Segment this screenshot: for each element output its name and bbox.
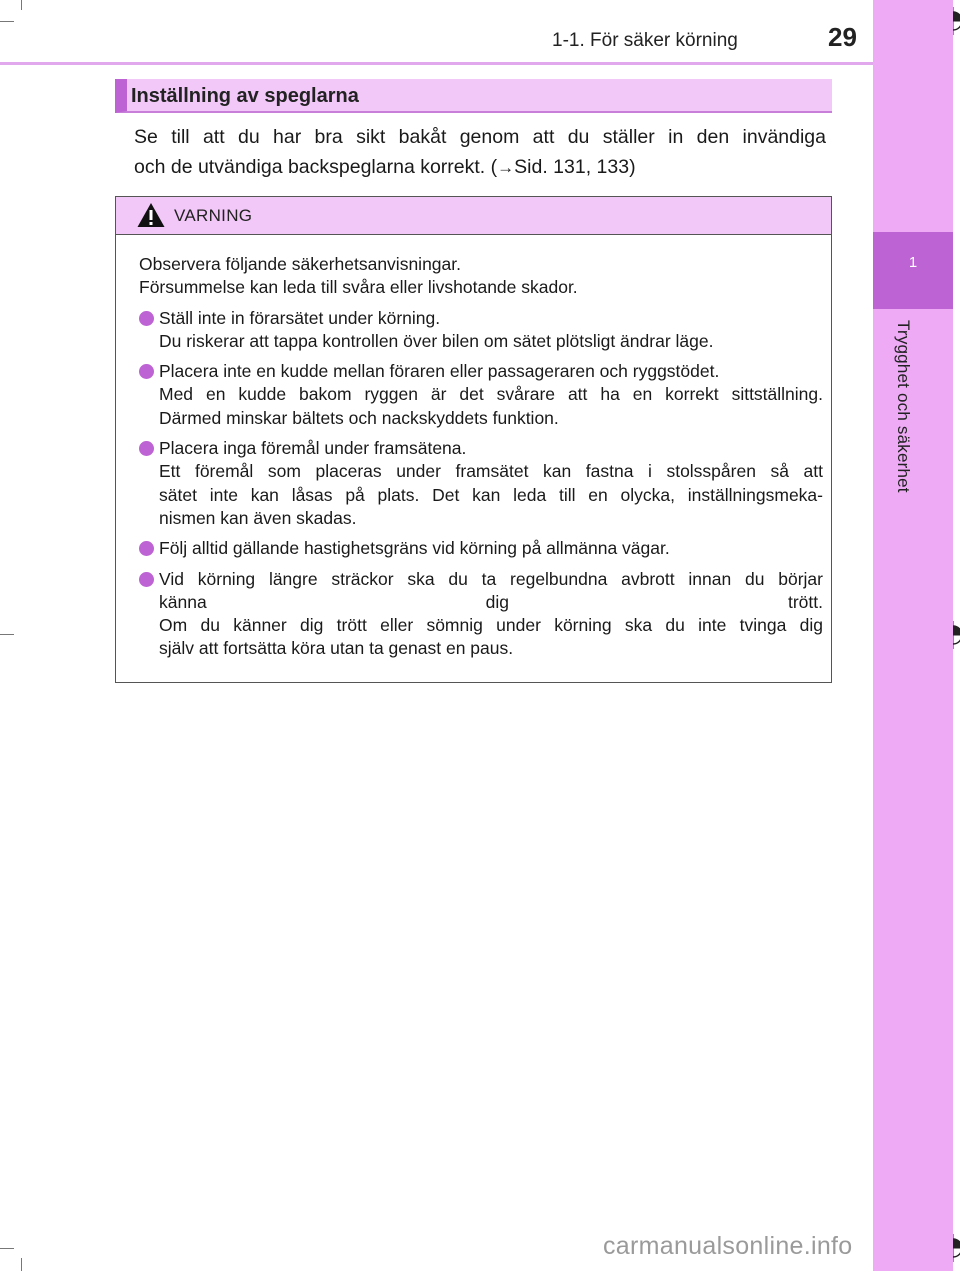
crop-mark — [0, 21, 14, 22]
warning-triangle-icon — [136, 201, 166, 229]
crop-mark — [21, 0, 22, 10]
bullet-dot-icon — [139, 572, 154, 587]
warning-list — [139, 307, 823, 661]
warning-list-line: känna dig trött. — [159, 591, 823, 612]
arrow-right-icon: → — [497, 158, 515, 177]
warning-list-line: Ställ inte in förarsätet under körning. — [159, 307, 441, 328]
crop-mark — [0, 634, 14, 635]
warning-title: VARNING — [174, 206, 253, 225]
bullet-dot-icon — [139, 311, 154, 326]
warning-list-line: Därmed minskar bältets och nackskyddets funktion. — [159, 407, 559, 428]
warning-list-item — [139, 537, 823, 560]
intro-line: Se till att du har bra sikt bakåt genom att du ställer in den invändiga — [134, 126, 826, 148]
watermark: carmanualsonline.info — [603, 1232, 853, 1260]
crop-mark — [0, 1248, 14, 1249]
chapter-tab — [873, 232, 953, 309]
warning-list-item — [139, 568, 823, 661]
intro-text: och de utvändiga backspeglarna korrekt. ( — [134, 156, 498, 178]
warning-list-line: Med en kudde bakom ryggen är det svårare att ha en korrekt sittställning. — [159, 384, 823, 405]
warning-intro — [139, 253, 823, 300]
warning-header — [116, 197, 831, 235]
warning-list-line: Placera inga föremål under framsätena. — [159, 438, 467, 459]
header-rule — [0, 62, 873, 65]
warning-list-item — [139, 437, 823, 530]
intro-paragraph — [134, 122, 826, 183]
warning-box — [115, 196, 832, 683]
section-heading-text: Inställning av speglarna — [131, 85, 359, 107]
warning-list-item — [139, 307, 823, 354]
chapter-number: 1 — [908, 254, 918, 271]
page-reference-link[interactable]: Sid. 131, 133) — [514, 156, 636, 178]
warning-list-line: sätet inte kan låsas på plats. Det kan leda till en olycka, inställningsmeka- — [159, 484, 823, 505]
warning-body — [139, 253, 823, 668]
warning-list-item — [139, 360, 823, 430]
warning-intro-line: Försummelse kan leda till svåra eller livshotande skador. — [139, 277, 578, 298]
bullet-dot-icon — [139, 541, 154, 556]
warning-list-line: Du riskerar att tappa kontrollen över bilen om sätet plötsligt ändrar läge. — [159, 330, 714, 351]
warning-list-line: Vid körning längre sträckor ska du ta regelbundna avbrott innan du börjar — [159, 568, 823, 589]
bullet-dot-icon — [139, 441, 154, 456]
warning-list-line: Placera inte en kudde mellan föraren eller passageraren och ryggstödet. — [159, 361, 720, 382]
intro-line — [134, 152, 826, 183]
warning-list-line: Följ alltid gällande hastighetsgräns vid körning på allmänna vägar. — [159, 538, 670, 559]
crop-mark — [21, 1258, 22, 1271]
warning-list-line: nismen kan även skadas. — [159, 507, 357, 528]
page-number: 29 — [828, 22, 857, 52]
warning-list-line: själv att fortsätta köra utan ta genast en paus. — [159, 638, 514, 659]
chapter-title: Trygghet och säkerhet — [894, 320, 913, 493]
warning-list-line: Om du känner dig trött eller sömnig under körning ska du inte tvinga dig — [159, 615, 823, 636]
running-header: 1-1. För säker körning — [552, 30, 738, 51]
bullet-dot-icon — [139, 364, 154, 379]
warning-list-line: Ett föremål som placeras under framsätet kan fastna i stolsspåren så att — [159, 461, 823, 482]
side-tab-bar — [873, 0, 953, 1271]
warning-intro-line: Observera följande säkerhetsanvisningar. — [139, 254, 461, 274]
section-heading — [115, 79, 832, 113]
